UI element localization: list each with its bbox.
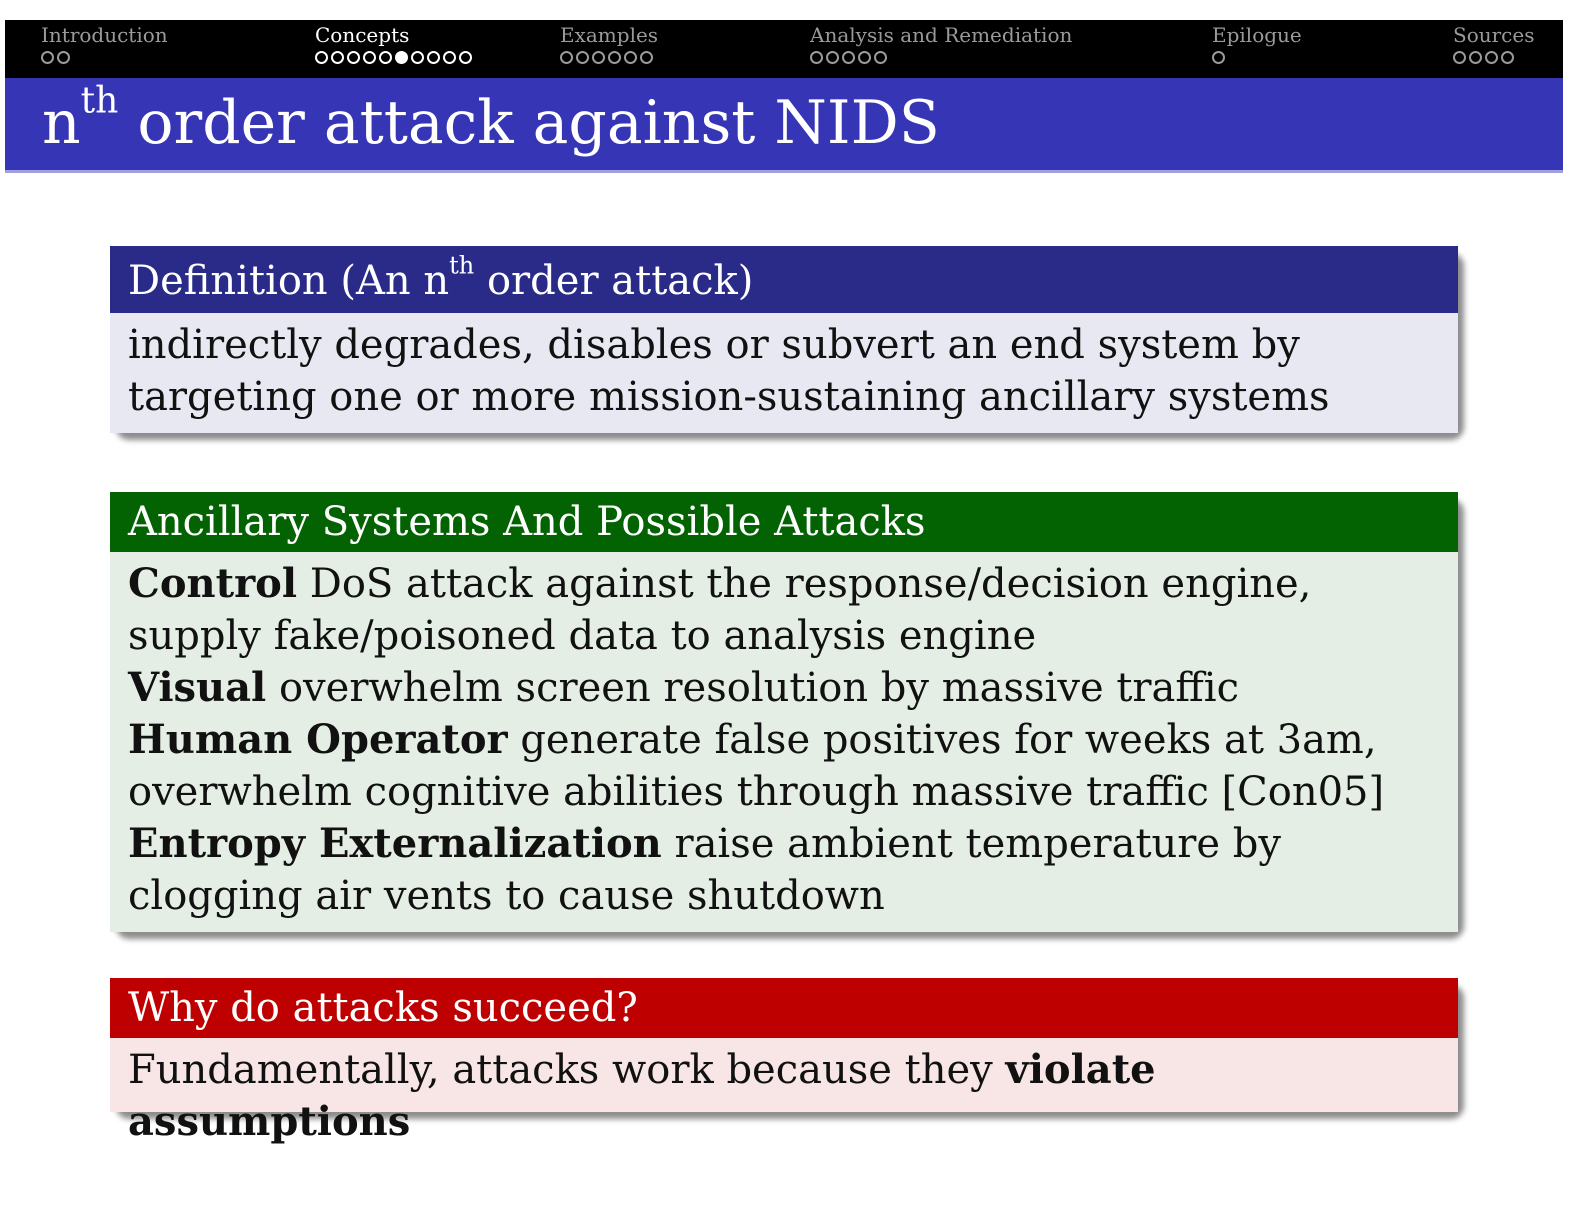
nav-section-concepts[interactable] [315,23,475,69]
ancillary-systems-block [110,492,1458,932]
nav-dots [41,51,168,69]
nav-slide-dot[interactable] [858,51,871,64]
why-heading: Why do attacks succeed? [110,978,1458,1038]
item-text: raise ambient temperature by clogging air vents to cause shutdown [128,821,1281,919]
nav-slide-dot[interactable] [640,51,653,64]
title-suffix: order attack against NIDS [118,88,940,158]
nav-slide-dot[interactable] [459,51,472,64]
nav-slide-dot[interactable] [608,51,621,64]
why-body [110,1038,1458,1145]
nav-section-label: Introduction [41,23,168,47]
item-text: DoS attack against the response/decision engine, supply fake/poisoned data to analysis engine [128,561,1312,659]
nav-dots [1212,51,1302,69]
definition-heading-prefix: Definition (An n [128,258,450,304]
why-body-bold: violate assumptions [128,1046,1156,1145]
nav-slide-dot[interactable] [874,51,887,64]
item-text: overwhelm screen resolution by massive traffic [266,665,1239,711]
nav-slide-dot[interactable] [810,51,823,64]
definition-heading-suffix: order attack) [474,258,754,304]
item-term: Human Operator [128,716,508,763]
ancillary-body [110,552,1458,932]
list-item [128,558,1440,662]
nav-slide-dot[interactable] [347,51,360,64]
definition-body: indirectly degrades, disables or subvert an end system by targeting one or more mission-sustaining ancillary systems [110,313,1458,433]
nav-slide-dot[interactable] [624,51,637,64]
nav-slide-dot[interactable] [57,51,70,64]
nav-slide-dot[interactable] [395,51,408,64]
list-item [128,662,1440,714]
nav-slide-dot[interactable] [411,51,424,64]
item-term: Entropy Externalization [128,820,662,867]
nav-slide-dot[interactable] [331,51,344,64]
list-item [128,714,1440,818]
nav-dots [560,51,658,69]
item-term: Visual [128,664,267,711]
nav-slide-dot[interactable] [842,51,855,64]
section-navbar [5,20,1563,78]
nav-section-label: Concepts [315,23,410,47]
nav-slide-dot[interactable] [379,51,392,64]
nav-dots [810,51,1072,69]
title-superscript: th [80,80,119,122]
nav-slide-dot[interactable] [1485,51,1498,64]
why-attacks-succeed-block [110,978,1458,1145]
nav-slide-dot[interactable] [576,51,589,64]
list-item [128,818,1440,922]
nav-section-sources[interactable] [1453,23,1534,69]
nav-dots [315,51,475,69]
nav-section-introduction[interactable] [41,23,168,69]
definition-heading-superscript: th [449,251,475,280]
ancillary-heading: Ancillary Systems And Possible Attacks [110,492,1458,552]
nav-slide-dot[interactable] [363,51,376,64]
nav-slide-dot[interactable] [443,51,456,64]
item-text: generate false positives for weeks at 3am, overwhelm cognitive abilities through massive traffic [Con05] [128,717,1385,815]
nav-slide-dot[interactable] [315,51,328,64]
nav-section-label: Sources [1453,23,1535,47]
nav-slide-dot[interactable] [41,51,54,64]
definition-block [110,246,1458,433]
nav-slide-dot[interactable] [427,51,440,64]
nav-section-analysis[interactable] [810,23,1072,69]
definition-heading [110,246,1458,313]
nav-slide-dot[interactable] [1212,51,1225,64]
nav-section-examples[interactable] [560,23,658,69]
nav-section-epilogue[interactable] [1212,23,1302,69]
title-prefix: n [42,88,81,158]
nav-dots [1453,51,1534,69]
item-term: Control [128,560,298,607]
nav-slide-dot[interactable] [1453,51,1466,64]
nav-section-label: Examples [560,23,659,47]
slide-title [42,80,940,162]
why-body-prefix: Fundamentally, attacks work because they [128,1047,1006,1093]
nav-slide-dot[interactable] [592,51,605,64]
nav-slide-dot[interactable] [826,51,839,64]
nav-slide-dot[interactable] [1469,51,1482,64]
slide-title-bar [5,78,1563,173]
nav-slide-dot[interactable] [1501,51,1514,64]
nav-slide-dot[interactable] [560,51,573,64]
nav-section-label: Analysis and Remediation [810,23,1073,47]
nav-section-label: Epilogue [1212,23,1302,47]
